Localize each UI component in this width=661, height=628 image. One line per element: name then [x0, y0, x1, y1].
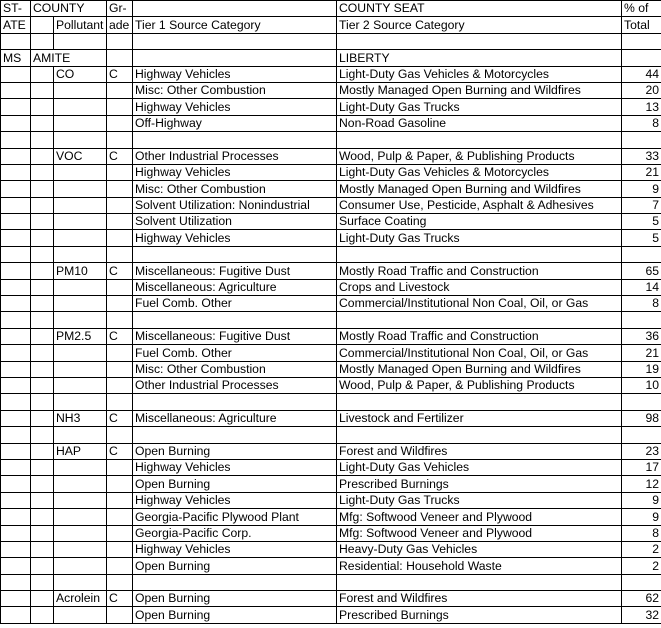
tier1-cell: Fuel Comb. Other — [133, 296, 337, 312]
spacer-row — [1, 394, 661, 410]
tier2-cell: Mostly Managed Open Burning and Wildfires — [337, 82, 622, 98]
table-row — [1, 214, 661, 230]
tier2-cell: Light-Duty Gas Vehicles — [337, 459, 622, 475]
tier1-cell: Miscellaneous: Fugitive Dust — [133, 328, 337, 344]
location-row — [1, 50, 661, 66]
table-row — [1, 492, 661, 508]
tier2-cell: Non-Road Gasoline — [337, 115, 622, 131]
grade-cell: C — [107, 66, 133, 82]
tier2-cell: Wood, Pulp & Paper, & Publishing Products — [337, 377, 622, 393]
tier1-cell: Misc: Other Combustion — [133, 181, 337, 197]
tier1-cell: Open Burning — [133, 591, 337, 607]
tier2-cell: Commercial/Institutional Non Coal, Oil, or Gas — [337, 296, 622, 312]
tier1-cell: Fuel Comb. Other — [133, 345, 337, 361]
header-county-seat: COUNTY SEAT — [337, 1, 622, 17]
tier1-cell: Highway Vehicles — [133, 230, 337, 246]
header-tier1: Tier 1 Source Category — [133, 17, 337, 33]
percent-cell: 17 — [622, 459, 661, 475]
percent-cell: 23 — [622, 443, 661, 459]
tier2-cell: Forest and Wildfires — [337, 443, 622, 459]
tier2-cell: Light-Duty Gas Vehicles & Motorcycles — [337, 164, 622, 180]
pollutant-cell: VOC — [54, 148, 107, 164]
tier2-cell: Mfg: Softwood Veneer and Plywood — [337, 525, 622, 541]
tier2-cell: Crops and Livestock — [337, 279, 622, 295]
table-row — [1, 263, 661, 279]
table-row — [1, 328, 661, 344]
percent-cell: 21 — [622, 164, 661, 180]
percent-cell: 5 — [622, 214, 661, 230]
tier2-cell: Prescribed Burnings — [337, 607, 622, 623]
table-row — [1, 296, 661, 312]
tier1-cell: Solvent Utilization — [133, 214, 337, 230]
percent-cell: 65 — [622, 263, 661, 279]
tier1-cell: Open Burning — [133, 476, 337, 492]
tier2-cell: Light-Duty Gas Trucks — [337, 230, 622, 246]
percent-cell: 9 — [622, 509, 661, 525]
county-cell: AMITE — [31, 50, 107, 66]
grade-cell: C — [107, 148, 133, 164]
table-row — [1, 459, 661, 475]
table-row — [1, 230, 661, 246]
header-county: COUNTY — [31, 1, 107, 17]
table-row — [1, 181, 661, 197]
table-row — [1, 82, 661, 98]
percent-cell: 21 — [622, 345, 661, 361]
percent-cell: 36 — [622, 328, 661, 344]
header-grade-top: Gr- — [107, 1, 133, 17]
county-seat-cell: LIBERTY — [337, 50, 622, 66]
header-percent-top: % of — [622, 1, 661, 17]
tier1-cell: Highway Vehicles — [133, 66, 337, 82]
tier1-cell: Misc: Other Combustion — [133, 82, 337, 98]
tier2-cell: Light-Duty Gas Vehicles & Motorcycles — [337, 66, 622, 82]
tier2-cell: Prescribed Burnings — [337, 476, 622, 492]
percent-cell: 12 — [622, 476, 661, 492]
table-row — [1, 509, 661, 525]
table-row — [1, 345, 661, 361]
table-row — [1, 279, 661, 295]
tier1-cell: Georgia-Pacific Corp. — [133, 525, 337, 541]
tier2-cell: Light-Duty Gas Trucks — [337, 99, 622, 115]
tier1-cell: Highway Vehicles — [133, 492, 337, 508]
tier1-cell: Highway Vehicles — [133, 164, 337, 180]
tier1-cell: Misc: Other Combustion — [133, 361, 337, 377]
percent-cell: 9 — [622, 492, 661, 508]
tier2-cell: Wood, Pulp & Paper, & Publishing Products — [337, 148, 622, 164]
pollutant-cell: NH3 — [54, 410, 107, 426]
spacer-row — [1, 33, 661, 49]
tier2-cell: Mostly Road Traffic and Construction — [337, 328, 622, 344]
tier1-cell: Open Burning — [133, 443, 337, 459]
percent-cell: 62 — [622, 591, 661, 607]
header-percent-bottom: Total — [622, 17, 661, 33]
header-state-top: ST- — [1, 1, 31, 17]
table-row — [1, 99, 661, 115]
header-grade-bottom: ade — [107, 17, 133, 33]
table-row — [1, 66, 661, 82]
pollutant-cell: Acrolein — [54, 591, 107, 607]
table-row — [1, 541, 661, 557]
tier1-cell: Open Burning — [133, 558, 337, 574]
tier1-cell: Other Industrial Processes — [133, 148, 337, 164]
table-body — [1, 33, 661, 623]
spacer-row — [1, 312, 661, 328]
pollutant-cell: CO — [54, 66, 107, 82]
tier2-cell: Residential: Household Waste — [337, 558, 622, 574]
percent-cell: 98 — [622, 410, 661, 426]
table-row — [1, 377, 661, 393]
table-row — [1, 525, 661, 541]
header-pollutant: Pollutant — [54, 17, 107, 33]
grade-cell: C — [107, 443, 133, 459]
percent-cell: 20 — [622, 82, 661, 98]
tier2-cell: Mostly Managed Open Burning and Wildfires — [337, 181, 622, 197]
tier1-cell: Solvent Utilization: Nonindustrial — [133, 197, 337, 213]
grade-cell: C — [107, 263, 133, 279]
table-row — [1, 197, 661, 213]
tier2-cell: Mfg: Softwood Veneer and Plywood — [337, 509, 622, 525]
percent-cell: 44 — [622, 66, 661, 82]
tier1-cell: Highway Vehicles — [133, 541, 337, 557]
table-row — [1, 410, 661, 426]
tier2-cell: Consumer Use, Pesticide, Asphalt & Adhesives — [337, 197, 622, 213]
pollutant-cell: PM2.5 — [54, 328, 107, 344]
header-row-1 — [1, 1, 661, 17]
table-row — [1, 591, 661, 607]
percent-cell: 7 — [622, 197, 661, 213]
percent-cell: 33 — [622, 148, 661, 164]
table-row — [1, 607, 661, 623]
tier2-cell: Surface Coating — [337, 214, 622, 230]
spacer-row — [1, 246, 661, 262]
percent-cell: 2 — [622, 558, 661, 574]
percent-cell: 19 — [622, 361, 661, 377]
header-state-bottom: ATE — [1, 17, 31, 33]
percent-cell: 9 — [622, 181, 661, 197]
percent-cell: 8 — [622, 115, 661, 131]
spacer-row — [1, 574, 661, 590]
spacer-row — [1, 427, 661, 443]
pollutant-cell: HAP — [54, 443, 107, 459]
tier1-cell: Open Burning — [133, 607, 337, 623]
table-row — [1, 164, 661, 180]
table-row — [1, 443, 661, 459]
tier2-cell: Mostly Road Traffic and Construction — [337, 263, 622, 279]
tier1-cell: Miscellaneous: Fugitive Dust — [133, 263, 337, 279]
percent-cell: 10 — [622, 377, 661, 393]
tier2-cell: Heavy-Duty Gas Vehicles — [337, 541, 622, 557]
header-empty — [31, 17, 54, 33]
tier1-cell: Off-Highway — [133, 115, 337, 131]
grade-cell: C — [107, 328, 133, 344]
tier1-cell: Georgia-Pacific Plywood Plant — [133, 509, 337, 525]
pollutant-cell: PM10 — [54, 263, 107, 279]
tier2-cell: Livestock and Fertilizer — [337, 410, 622, 426]
tier2-cell: Forest and Wildfires — [337, 591, 622, 607]
grade-cell: C — [107, 591, 133, 607]
spacer-row — [1, 132, 661, 148]
tier2-cell: Mostly Managed Open Burning and Wildfires — [337, 361, 622, 377]
tier1-cell: Highway Vehicles — [133, 99, 337, 115]
header-row-2 — [1, 17, 661, 33]
percent-cell: 14 — [622, 279, 661, 295]
percent-cell: 5 — [622, 230, 661, 246]
percent-cell: 13 — [622, 99, 661, 115]
state-cell: MS — [1, 50, 31, 66]
percent-cell: 2 — [622, 541, 661, 557]
tier1-cell: Miscellaneous: Agriculture — [133, 410, 337, 426]
percent-cell: 8 — [622, 525, 661, 541]
table-row — [1, 558, 661, 574]
table-row — [1, 361, 661, 377]
percent-cell: 8 — [622, 296, 661, 312]
header-blank — [133, 1, 337, 17]
grade-cell: C — [107, 410, 133, 426]
tier2-cell: Commercial/Institutional Non Coal, Oil, or Gas — [337, 345, 622, 361]
tier1-cell: Highway Vehicles — [133, 459, 337, 475]
tier1-cell: Miscellaneous: Agriculture — [133, 279, 337, 295]
tier2-cell: Light-Duty Gas Trucks — [337, 492, 622, 508]
table-row — [1, 148, 661, 164]
tier1-cell: Other Industrial Processes — [133, 377, 337, 393]
table-row — [1, 115, 661, 131]
table-row — [1, 476, 661, 492]
percent-cell: 32 — [622, 607, 661, 623]
header-tier2: Tier 2 Source Category — [337, 17, 622, 33]
